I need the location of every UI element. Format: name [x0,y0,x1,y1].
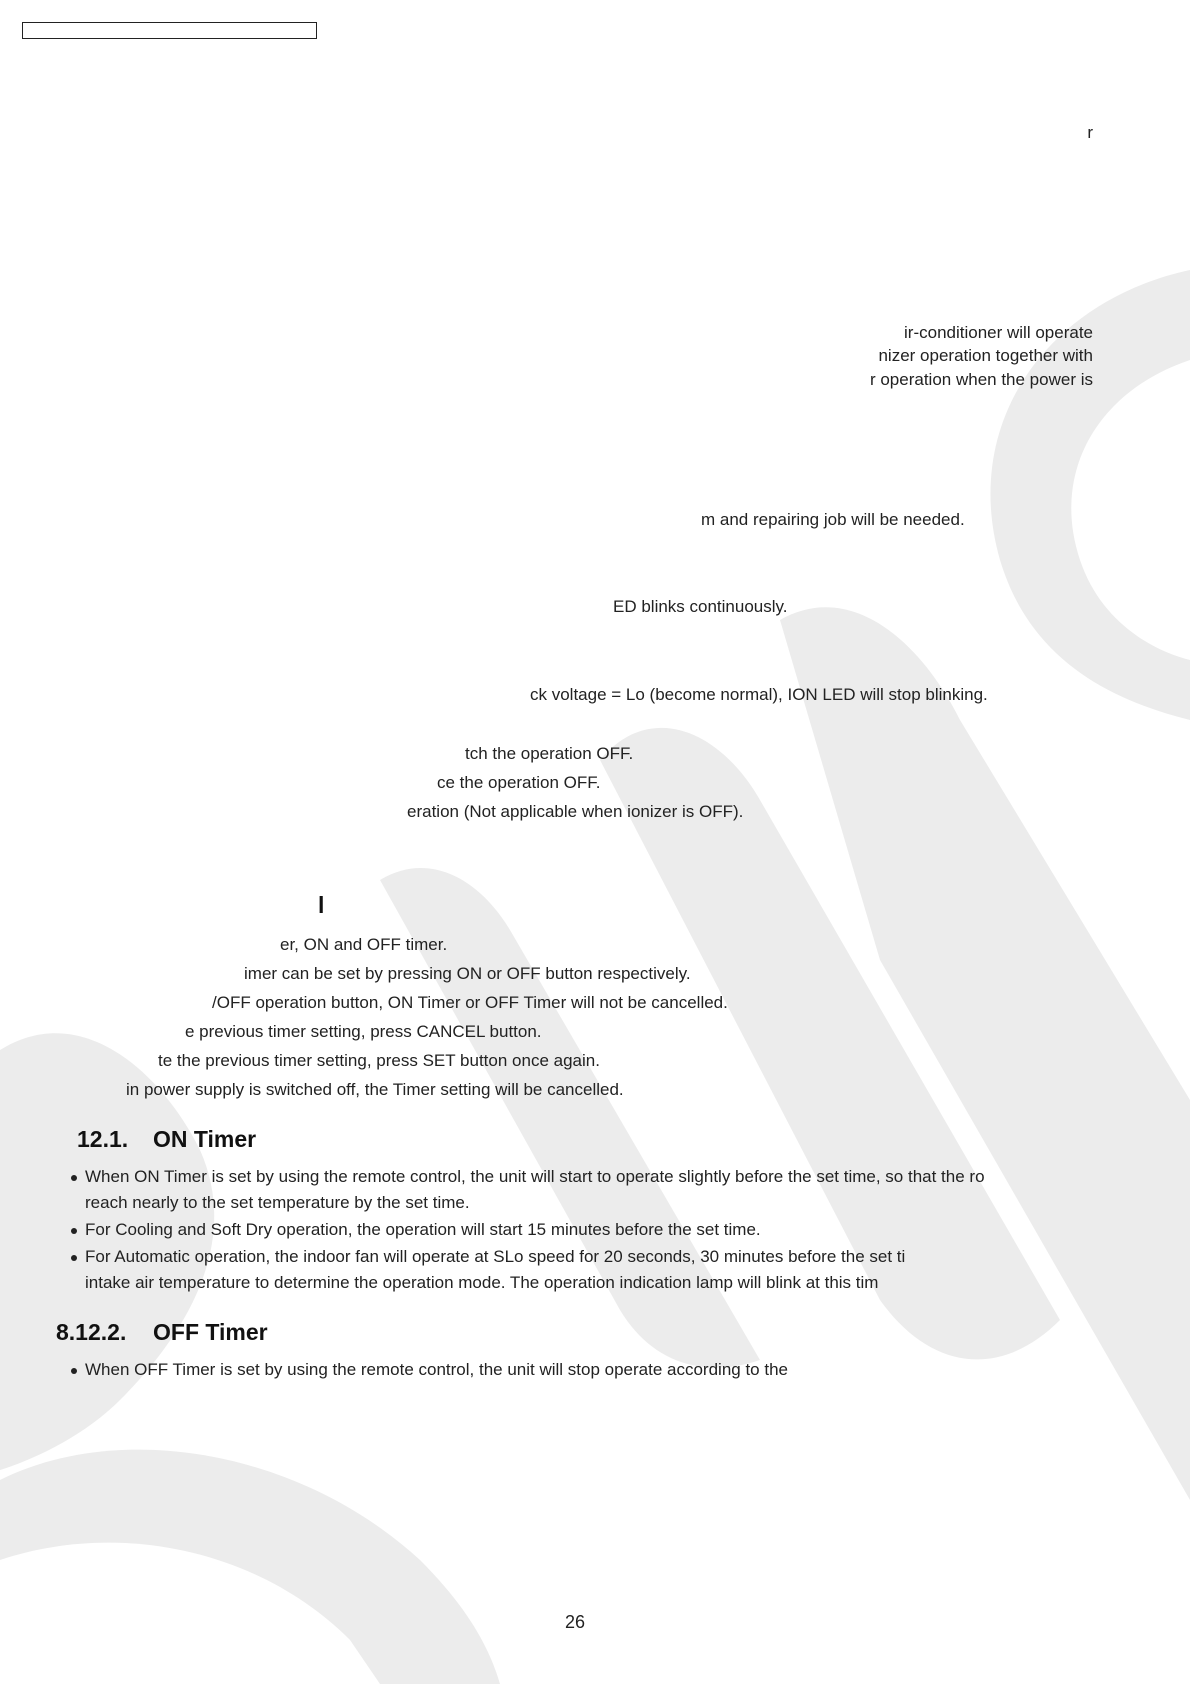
text-fragment: ir-conditioner will operate [904,323,1093,342]
timer-intro-line: e previous timer setting, press CANCEL button. [185,1022,542,1041]
timer-intro-line: er, ON and OFF timer. [280,935,448,954]
text-fragment: m and repairing job will be needed. [701,510,965,529]
bullet-icon [71,1255,77,1261]
text-fragment: r operation when the power is [869,370,1093,389]
off-timer-number: 8.12.2. [56,1319,127,1345]
off-timer-title: OFF Timer [153,1319,268,1345]
text-fragment: tch the operation OFF. [465,744,634,763]
bullet-icon [71,1175,77,1181]
off-timer-bullet-text: When OFF Timer is set by using the remote control, the unit will stop operate according to the [85,1360,788,1379]
bullet-icon [71,1368,77,1374]
on-timer-title: ON Timer [153,1126,257,1152]
text-fragment: nizer operation together with [878,346,1093,365]
header-box [22,22,317,39]
on-timer-bullet-text: reach nearly to the set temperature by the set time. [85,1193,470,1212]
on-timer-bullet-text: When ON Timer is set by using the remote control, the unit will start to operate slightly before the set time, so that the ro [85,1167,985,1186]
bullet-icon [71,1228,77,1234]
text-fragment: eration (Not applicable when ionizer is OFF). [407,802,744,821]
text-fragment: ce the operation OFF. [437,773,601,792]
text-fragment: ED blinks continuously. [613,597,788,616]
timer-intro-line: /OFF operation button, ON Timer or OFF Timer will not be cancelled. [212,993,728,1012]
on-timer-number: 12.1. [77,1126,129,1152]
timer-intro-line: in power supply is switched off, the Timer setting will be cancelled. [126,1080,624,1099]
page-number: 26 [564,1612,586,1632]
text-fragment: ck voltage = Lo (become normal), ION LED will stop blinking. [530,685,988,704]
timer-intro-line: imer can be set by pressing ON or OFF button respectively. [244,964,691,983]
on-timer-bullet-text: For Automatic operation, the indoor fan will operate at SLo speed for 20 seconds, 30 minutes before the set ti [85,1247,906,1266]
on-timer-bullet-text: intake air temperature to determine the operation mode. The operation indication lamp will blink at this tim [85,1273,879,1292]
on-timer-bullet-text: For Cooling and Soft Dry operation, the operation will start 15 minutes before the set time. [85,1220,761,1239]
text-fragment: r [1087,123,1093,142]
heading-fragment: l [318,892,325,918]
timer-intro-line: te the previous timer setting, press SET button once again. [158,1051,600,1070]
